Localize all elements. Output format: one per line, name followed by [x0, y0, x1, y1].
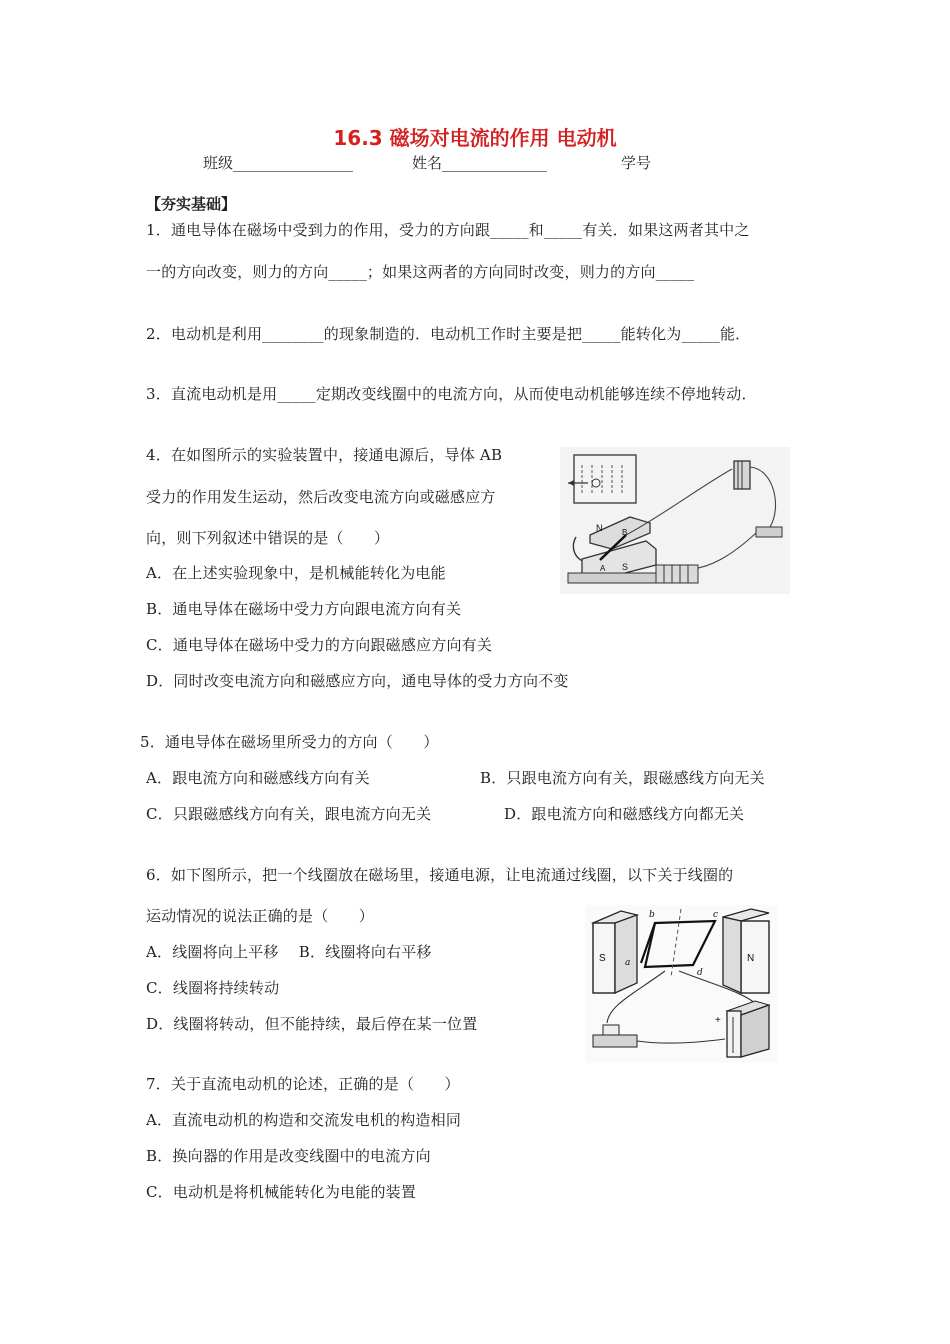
q4-label-a: A — [600, 564, 606, 573]
q6-label-c: c — [713, 910, 719, 920]
section-heading: 【夯实基础】 — [146, 195, 237, 213]
q6-option-c: C．线圈将持续转动 — [146, 979, 280, 997]
q4-option-a: A．在上述实验现象中，是机械能转化为电能 — [146, 564, 446, 582]
q7-option-b: B．换向器的作用是改变线圈中的电流方向 — [146, 1147, 431, 1165]
q7-option-a: A．直流电动机的构造和交流发电机的构造相同 — [146, 1111, 462, 1129]
q3-text: 3．直流电动机是用_____定期改变线圈中的电流方向，从而使电动机能够连续不停地转动． — [146, 385, 757, 403]
q7-option-c: C．电动机是将机械能转化为电能的装置 — [146, 1183, 417, 1201]
q6-label-s: S — [599, 953, 606, 964]
q4-stem-line-1: 4．在如图所示的实验装置中，接通电源后，导体 AB — [146, 446, 503, 464]
q6-figure — [585, 905, 778, 1063]
q4-option-c: C．通电导体在磁场中受力的方向跟磁感应方向有关 — [146, 636, 493, 654]
q6-label-d: d — [697, 968, 703, 978]
q1-line-1: 1．通电导体在磁场中受到力的作用，受力的方向跟_____和_____有关．如果这两者其中之 — [146, 221, 750, 239]
q5-option-d: D．跟电流方向和磁感线方向都无关 — [504, 805, 745, 823]
q5-option-a: A．跟电流方向和磁感线方向有关 — [146, 769, 370, 787]
q6-label-a: a — [625, 958, 631, 968]
q5-option-b: B．只跟电流方向有关，跟磁感线方向无关 — [480, 769, 765, 787]
q4-stem-line-3: 向，则下列叙述中错误的是（ ） — [146, 529, 390, 547]
q5-stem: 5．通电导体在磁场里所受力的方向（ ） — [140, 733, 439, 751]
q7-stem: 7．关于直流电动机的论述，正确的是（ ） — [146, 1075, 460, 1093]
q4-label-s: S — [622, 562, 629, 572]
student-number-field: 学号 — [621, 154, 652, 172]
q4-apparatus-diagram — [560, 447, 790, 594]
q6-stem-line-2: 运动情况的说法正确的是（ ） — [146, 907, 375, 925]
q6-option-d: D．线圈将转动，但不能持续，最后停在某一位置 — [146, 1015, 478, 1033]
q4-figure — [560, 447, 790, 594]
q4-option-d: D．同时改变电流方向和磁感应方向，通电导体的受力方向不变 — [146, 672, 569, 690]
q6-label-b: b — [649, 910, 655, 920]
page-title: 16.3 磁场对电流的作用 电动机 — [333, 126, 617, 150]
q2-text: 2．电动机是利用________的现象制造的．电动机工作时主要是把_____能转化为_____能． — [146, 325, 751, 343]
q4-stem-line-2: 受力的作用发生运动，然后改变电流方向或磁感应方 — [146, 488, 496, 506]
q4-label-n: N — [596, 523, 603, 533]
q1-line-2: 一的方向改变，则力的方向_____；如果这两者的方向同时改变，则力的方向_____ — [146, 263, 695, 281]
q4-label-b: B — [622, 528, 628, 537]
q6-coil-diagram — [585, 905, 778, 1063]
q4-option-b: B．通电导体在磁场中受力方向跟电流方向有关 — [146, 600, 462, 618]
q6-stem-line-1: 6．如下图所示，把一个线圈放在磁场里，接通电源，让电流通过线圈，以下关于线圈的 — [146, 866, 734, 884]
q5-option-c: C．只跟磁感线方向有关，跟电流方向无关 — [146, 805, 432, 823]
name-field: 姓名______________ — [412, 154, 548, 172]
class-field: 班级________________ — [203, 154, 354, 172]
q6-label-plus: + — [715, 1015, 721, 1026]
q6-label-n: N — [747, 953, 755, 964]
q6-option-a-b: A．线圈将向上平移 B．线圈将向右平移 — [146, 943, 432, 961]
